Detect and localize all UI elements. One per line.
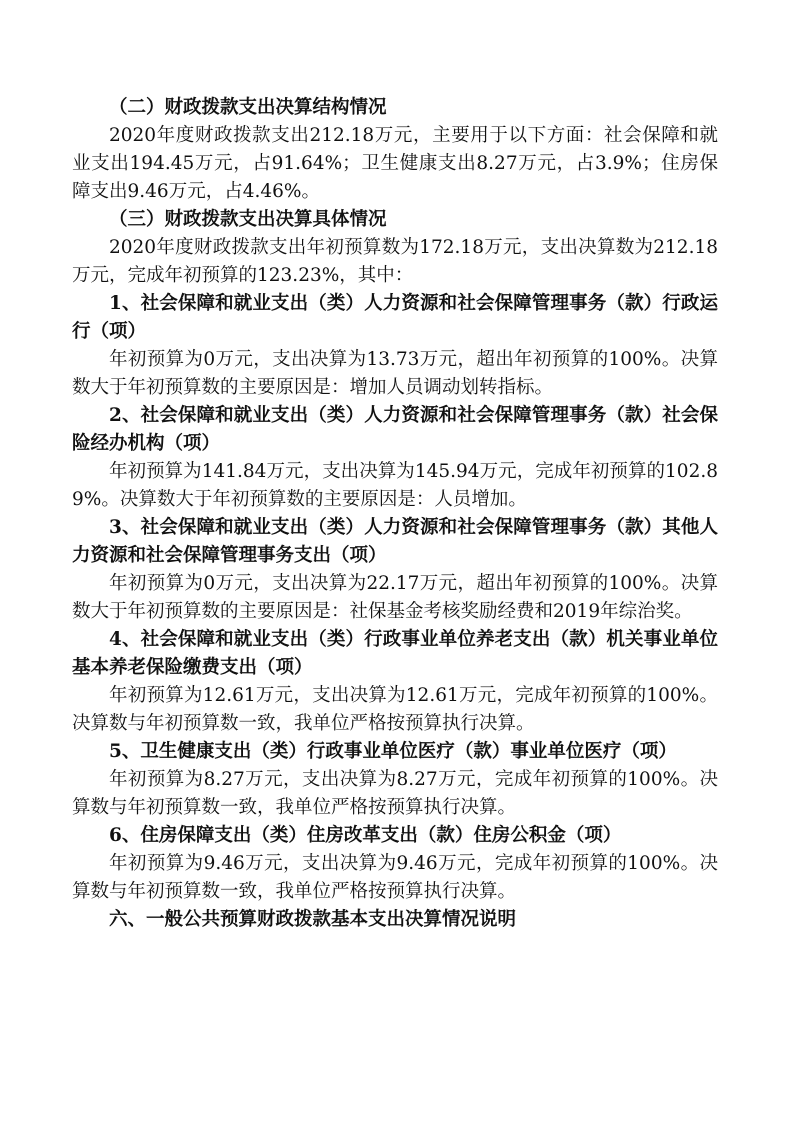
document-body xyxy=(72,94,718,934)
item-heading: 5、卫生健康支出（类）行政事业单位医疗（款）事业单位医疗（项） xyxy=(109,741,677,762)
item-heading: 2、社会保障和就业支出（类）人力资源和社会保障管理事务（款）社会保险经办机构（项） xyxy=(72,405,718,454)
item-heading: 4、社会保障和就业支出（类）行政事业单位养老支出（款）机关事业单位基本养老保险缴费支出（项） xyxy=(72,629,718,678)
paragraph: 年初预算为0万元，支出决算为22.17万元，超出年初预算的100%。决算数大于年初预算数的主要原因是：社保基金考核奖励经费和2019年综治奖。 xyxy=(72,573,718,622)
section-heading: （三）财政拨款支出决算具体情况 xyxy=(109,209,387,230)
paragraph: 2020年度财政拨款支出212.18万元，主要用于以下方面：社会保障和就业支出194.45万元，占91.64%；卫生健康支出8.27万元，占3.9%；住房保障支出9.46万元，占4.46%。 xyxy=(72,125,718,202)
paragraph: 年初预算为0万元，支出决算为13.73万元，超出年初预算的100%。决算数大于年初预算数的主要原因是：增加人员调动划转指标。 xyxy=(72,349,718,398)
paragraph: 年初预算为12.61万元，支出决算为12.61万元，完成年初预算的100%。决算数与年初预算数一致，我单位严格按预算执行决算。 xyxy=(72,685,718,734)
paragraph: 年初预算为9.46万元，支出决算为9.46万元，完成年初预算的100%。决算数与年初预算数一致，我单位严格按预算执行决算。 xyxy=(72,853,718,902)
paragraph: 年初预算为141.84万元，支出决算为145.94万元，完成年初预算的102.89%。决算数大于年初预算数的主要原因是：人员增加。 xyxy=(72,461,718,510)
item-heading: 1、社会保障和就业支出（类）人力资源和社会保障管理事务（款）行政运行（项） xyxy=(72,293,718,342)
item-heading: 6、住房保障支出（类）住房改革支出（款）住房公积金（项） xyxy=(109,825,622,846)
paragraph: 年初预算为8.27万元，支出决算为8.27万元，完成年初预算的100%。决算数与年初预算数一致，我单位严格按预算执行决算。 xyxy=(72,769,718,818)
paragraph: 2020年度财政拨款支出年初预算数为172.18万元，支出决算数为212.18万元，完成年初预算的123.23%，其中： xyxy=(72,237,718,286)
section-heading: 六、一般公共预算财政拨款基本支出决算情况说明 xyxy=(109,909,517,930)
item-heading: 3、社会保障和就业支出（类）人力资源和社会保障管理事务（款）其他人力资源和社会保障管理事务支出（项） xyxy=(72,517,718,566)
section-heading: （二）财政拨款支出决算结构情况 xyxy=(109,97,387,118)
